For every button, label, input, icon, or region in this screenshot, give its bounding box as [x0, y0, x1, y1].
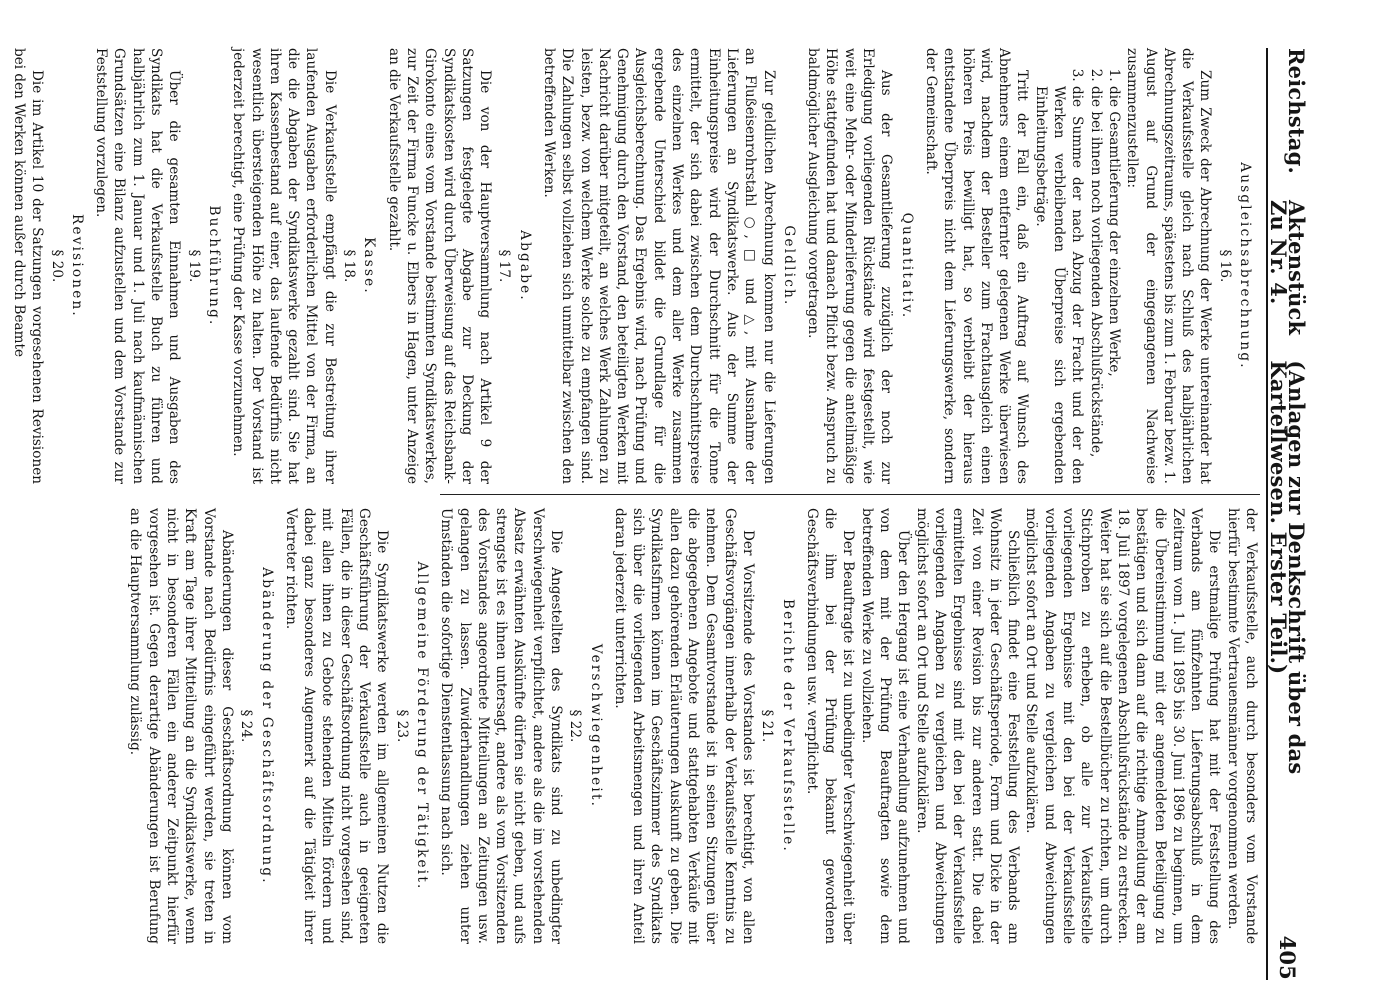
section-17: § 17. — [496, 249, 513, 283]
heading-abaenderung: Abänderung der Geschäftsordnung. — [258, 567, 275, 885]
section-23: § 23. — [393, 709, 410, 743]
column-divider — [440, 494, 1260, 495]
paragraph-21: Der Vorsitzende des Vorstandes ist berechtigt, von allen Geschäftsvorgängen innerhalb der Verkaufsstelle Kenntnis zu nehmen. Dem Gesamtvorstande ist in seinen Sitzungen über die abgegebenen Angebote und stattgehabten Verkäufe mit allen dazu gehörenden Erläuterungen Auskunft zu geben. Die Syndikatsfirmen können im Geschäftszimmer des Syndikats sich über die vorliegenden Arbeitsmengen und ihren Anteil daran jederzeit unterrichten. — [611, 508, 756, 944]
heading-quantitativ: Quantitativ. — [898, 212, 915, 320]
heading-ausgleich: Ausgleichsabrechnung. — [1237, 162, 1253, 370]
paragraph-16b: Tritt der Fall ein, daß ein Auftrag auf Wunsch des Abnehmers einem entfernter gelegenen Werke überwiesen wird, nachdem der Besteller zum Frachtausgleich einen höheren Preis bewilligt hat, so verbleibt der hieraus entstandene Überpreis nicht dem Lieferungswerke, sondern der Gemeinschaft. — [922, 48, 1031, 484]
running-header — [1266, 48, 1310, 980]
section-24: § 24. — [238, 709, 255, 743]
paragraph-22: Die Angestellten des Syndikats sind zu unbedingter Verschwiegenheit verpflichtet, andere als die im vorstehenden Absatz erwähnten Auskünfte dürfen sie nicht geben, und aufs strengste ist es ihnen untersagt, andere als vom Vorsitzenden des Vorstandes angeordnete Mitteilungen an Zeitungen usw. gelangen zu lassen. Zuwiderhandlungen ziehen unter Umständen die sofortige Dienstentlassung nach sich. — [438, 508, 565, 944]
header-aktenstueck: Aktenstück Zu Nr. 4. — [1266, 199, 1310, 336]
section-19: § 19. — [185, 249, 202, 283]
list-item: 1. die Gesamtlieferung der einzelnen Werke, — [1105, 86, 1123, 484]
heading-buchfuehrung: Buchführung. — [205, 205, 222, 327]
paragraph-17: Die von der Hauptversammlung nach Artikel 9 der Satzungen festgelegte Abgabe zur Deckung der Syndikatskosten wird durch Überweisung auf das Reichsbank-Girokonto eines vom Vorstande bestimmten Syndikatswerkes, zur Zeit der Firma Funcke u. Elbers in Hagen, unter Anzeige an die Verkaufsstelle gezahlt. — [385, 48, 494, 484]
right-column — [126, 508, 1260, 944]
header-reichstag: Reichstag. — [1284, 48, 1310, 174]
paragraph-16: Zum Zweck der Abrechnung der Werke untereinander hat die Verkaufsstelle gleich nach Schluß des halbjährlichen Abrechnungszeitraums, spätestens bis zum 1. Februar bezw. 1. August auf Grund der eingegangenen Nachweise zusammenzustellen: — [1124, 48, 1214, 485]
page-number: 405 — [1275, 935, 1301, 980]
list-item: 2. die bei ihnen noch vorliegenden Abschlußrückstände, — [1086, 86, 1104, 484]
paragraph-20d: Schließlich findet eine Feststellung des Verbands am Wohnsitz in jeder Geschäftsperiode, Form und Dicke in der Zeit von einer Revision bis zur anderen statt. Die dabei ermittelten Ergebnisse sind mit den bei der Verkaufsstelle vorliegenden Angaben zu vergleichen und Abweichungen möglichst sofort an Ort und Stelle aufzuklären. — [913, 508, 1022, 944]
heading-geldlich: Geldlich. — [780, 225, 797, 307]
heading-abgabe: Abgabe. — [516, 230, 533, 302]
header-rule — [1266, 48, 1268, 980]
section-22: § 22. — [567, 709, 584, 743]
paragraph-quantitativ: Aus der Gesamtlieferung zuzüglich der noch zur Erledigung vorliegenden Rückstände wird festgestellt, wie weit eine Mehr- oder Minderlieferung gegen die anteilmäßige Höhe stattgefunden hat und danach Pflicht bezw. Anspruch zu baldmöglicher Ausgleichung vorgetragen. — [805, 48, 895, 484]
paragraph-20: Die im Artikel 10 der Satzungen vorgesehenen Revisionen bei den Werken können außer durch Beamte — [11, 48, 46, 484]
left-column — [10, 48, 1260, 484]
paragraph-20c: Die erstmalige Prüfung hat mit der Feststellung des Verbands am fünfzehnten Lieferungsabschluß in dem Zeitraum vom 1. Juli 1895 bis 30. Juni 1896 zu beginnen, um die Übereinstimmung mit der angemeldeten Beteiligung zu bestätigen und sich dann auf die richtige Anmeldung der am 18. Juli 1897 vorgelegenen Abschlußrückstände zu erstrecken. Weiter hat sie sich auf die Bestellbücher zu richten, um durch Stichproben zu erheben, ob alle zur Verkaufsstelle vorliegenden Ergebnisse mit den bei der Verkaufsstelle vorliegenden Angaben zu vergleichen und Abweichungen möglichst sofort an Ort und Stelle aufzuklären. — [1023, 508, 1223, 944]
heading-kasse: Kasse. — [361, 237, 378, 295]
paragraph-24: Abänderungen dieser Geschäftsordnung können vom Vorstande nach Bedürfnis eingeführt werden, sie treten in Kraft am Tage ihrer Mitteilung an die Syndikatswerke, wenn nicht in besonderen Fällen ein anderer Zeitpunkt hierfür vorgesehen ist. Gegen derartige Abänderungen ist Berufung an die Hauptversammlung zulässig. — [127, 508, 235, 944]
section-21: § 21. — [759, 709, 776, 743]
heading-revisionen: Revisionen. — [68, 214, 85, 318]
section-18: § 18. — [341, 249, 358, 283]
paragraph-20-cont: der Verkaufsstelle, auch durch besonders vom Vorstande hierfür bestimmte Vertrauensmänner vorgenommen werden. — [1224, 508, 1259, 944]
section-20: § 20. — [48, 249, 65, 283]
paragraph-20f: Der Beauftragte ist zu unbedingter Verschwiegenheit über die ihm bei der Prüfung bekannt gewordenen Geschäftsverbindungen usw. verpflichtet. — [803, 508, 857, 944]
heading-berichte: Berichte der Verkaufsstelle. — [779, 598, 796, 853]
section-16: § 16. — [1216, 249, 1233, 283]
paragraph-geldlich: Zur geldlichen Abrechnung kommen nur die Lieferungen an Flußeisenrohrstahl ○, □ und △, mit Ausnahme der Lieferungen an Syndikatswerke. Aus der Summe der Einheitungspreise wird der Durchschnitt für die Tonne ermittelt, der sich dabei zwischen dem Durchschnittspreise des einzelnen Werkes und dem aller Werke zusammen ergebende Unterschied bildet die Grundlage für die Ausgleichsberechnung. Das Ergebnis wird, nach Prüfung und Genehmigung durch den Vorstand, den beteiligten Werken mit Nachricht darüber mitgeteilt, an welches Werk Zahlungen zu leisten, bezw. von welchem Werke solche zu empfangen sind. Die Zahlungen selbst vollziehen sich unmittelbar zwischen den betreffenden Werken. — [541, 48, 777, 484]
paragraph-18: Die Verkaufsstelle empfängt die zur Bestreitung ihrer laufenden Ausgaben erforderlichen Mittel von der Firma, an die die Abgaben der Syndikatswerke gezahlt sind. Sie hat ihren Kassenbestand auf einer, das laufende Bedürfnis nicht wesentlich übersteigenden Höhe zu halten. Der Vorstand ist jederzeit berechtigt, eine Prüfung der Kasse vorzunehmen. — [230, 48, 338, 484]
heading-foerderung: Allgemeine Förderung der Tätigkeit. — [413, 561, 430, 891]
paragraph-23: Die Syndikatswerke werden im allgemeinen Nutzen die Geschäftsführung der Verkaufsstelle auch in geeigneten Fällen, die in dieser Geschäftsordnung nicht vorgesehen sind, mit allen ihnen zu Gebote stehenden Mitteln fördern und dabei ganz besonderes Augenmerk auf die Tätigkeit ihrer Vertreter richten. — [282, 508, 391, 944]
paragraph-20e: Über den Hergang ist eine Verhandlung aufzunehmen und von dem mit der Prüfung Beauftragten sowie dem betreffenden Werke zu vollziehen. — [858, 508, 912, 944]
list-item: 3. die Summe der nach Abzug der Fracht und der den Werken verbleibenden Überpreise sich ergebenden Einheitungsbeträge. — [1031, 86, 1086, 484]
paragraph-19: Über die gesamten Einnahmen und Ausgaben des Syndikats hat die Verkaufsstelle Buch zu führen und halbjährlich zum 1. Januar und 1. Juli nach kaufmännischen Grundsätzen eine Bilanz aufzustellen und dem Vorstande zur Feststellung vorzulegen. — [93, 48, 183, 484]
header-title: (Anlagen zur Denkschrift über das Kartellwesen. Erster Teil.) — [1266, 360, 1310, 775]
heading-verschwiegenheit: Verschwiegenheit. — [587, 643, 604, 809]
list-16 — [1031, 48, 1122, 484]
